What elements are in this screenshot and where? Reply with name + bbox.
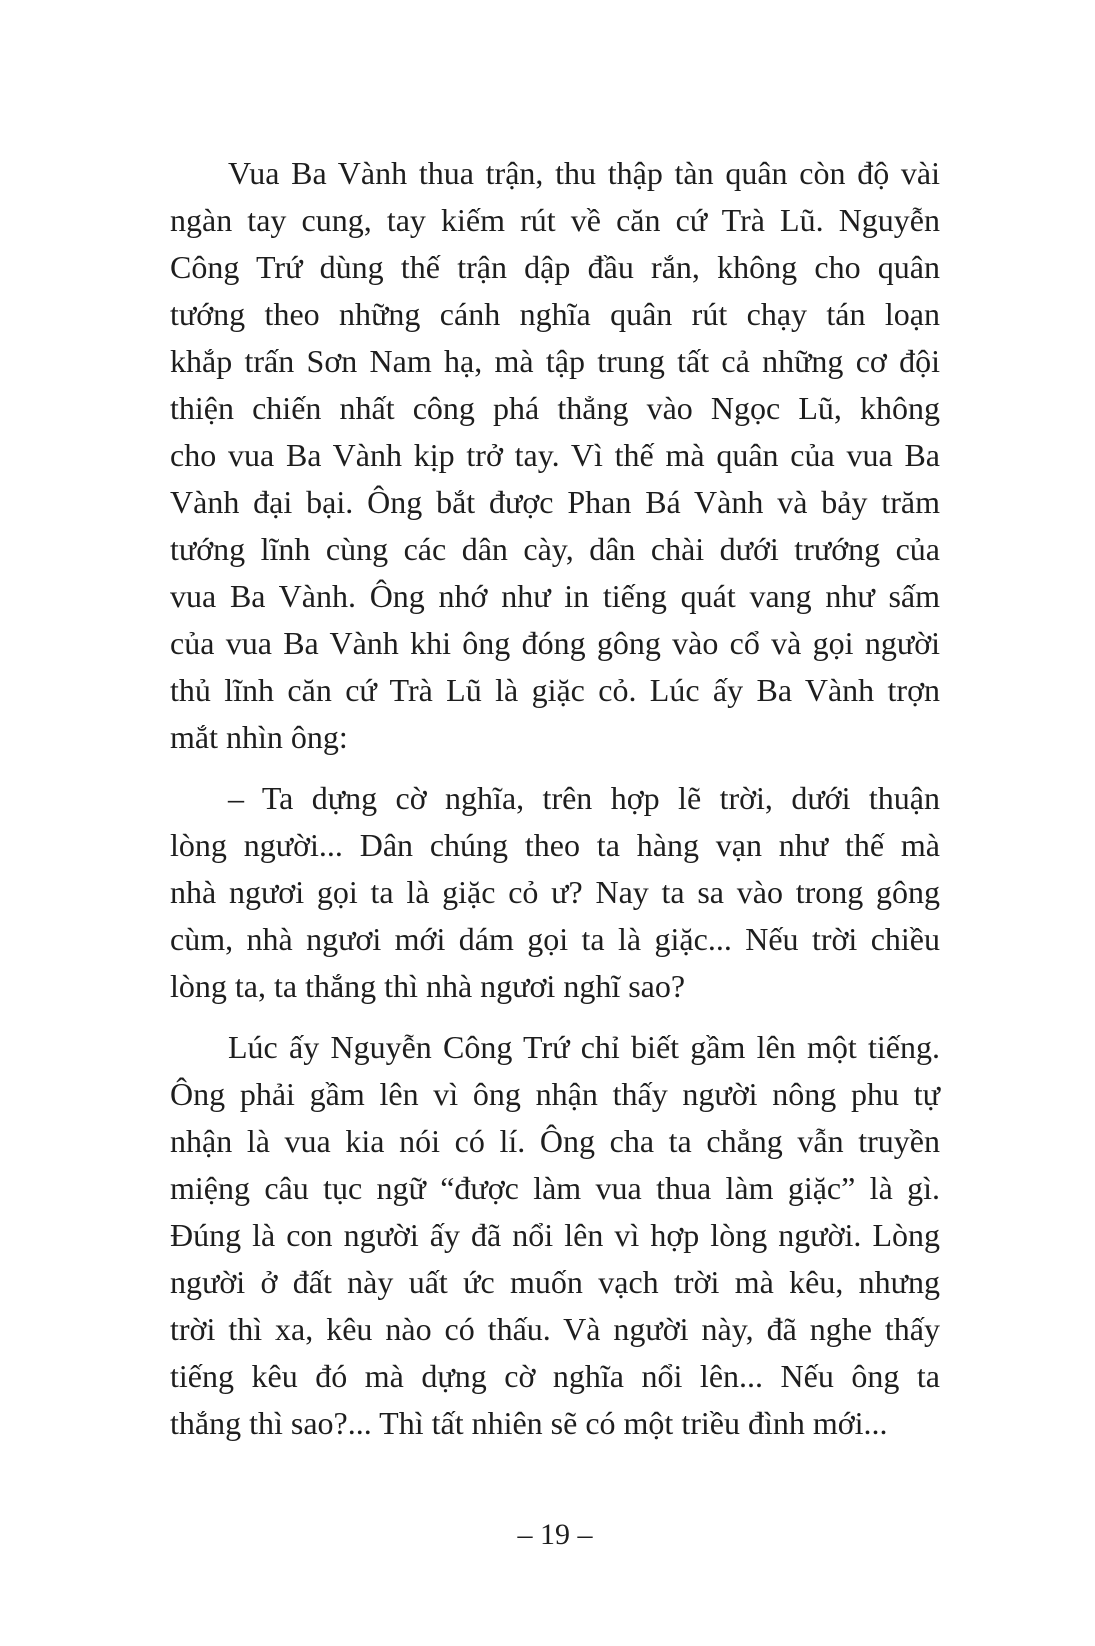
text-line: lòng ta, ta thắng thì nhà ngươi nghĩ sao? <box>170 968 686 1004</box>
page-number: – 19 – <box>517 1518 593 1551</box>
paragraph <box>170 775 940 1010</box>
text-line: nhận là vua kia nói có lí. Ông cha ta chẳng vẫn truyền <box>170 1123 940 1159</box>
text-line: Công Trứ dùng thế trận dập đầu rắn, không cho quân <box>170 249 940 285</box>
text-line: Vua Ba Vành thua trận, thu thập tàn quân còn độ vài <box>228 155 940 191</box>
text-line: cho vua Ba Vành kịp trở tay. Vì thế mà quân của vua Ba <box>170 437 940 473</box>
text-line: tiếng kêu đó mà dựng cờ nghĩa nổi lên... Nếu ông ta <box>170 1358 940 1394</box>
text-line: tướng theo những cánh nghĩa quân rút chạy tán loạn <box>170 296 940 332</box>
text-line: – Ta dựng cờ nghĩa, trên hợp lẽ trời, dưới thuận <box>228 780 940 816</box>
text-line: của vua Ba Vành khi ông đóng gông vào cổ và gọi người <box>170 625 940 661</box>
text-line: tướng lĩnh cùng các dân cày, dân chài dưới trướng của <box>170 531 940 567</box>
text-line: ngàn tay cung, tay kiếm rút về căn cứ Trà Lũ. Nguyễn <box>170 202 940 238</box>
text-line: cùm, nhà ngươi mới dám gọi ta là giặc... Nếu trời chiều <box>170 921 940 957</box>
text-line: lòng người... Dân chúng theo ta hàng vạn như thế mà <box>170 827 940 863</box>
paragraph <box>170 150 940 761</box>
text-block <box>170 150 940 1447</box>
text-line: Vành đại bại. Ông bắt được Phan Bá Vành và bảy trăm <box>170 484 940 520</box>
text-line: Lúc ấy Nguyễn Công Trứ chỉ biết gầm lên một tiếng. <box>228 1029 940 1065</box>
text-line: khắp trấn Sơn Nam hạ, mà tập trung tất cả những cơ đội <box>170 343 940 379</box>
text-line: thủ lĩnh căn cứ Trà Lũ là giặc cỏ. Lúc ấy Ba Vành trợn <box>170 672 940 708</box>
text-line: người ở đất này uất ức muốn vạch trời mà kêu, nhưng <box>170 1264 940 1300</box>
text-line: thiện chiến nhất công phá thẳng vào Ngọc Lũ, không <box>170 390 940 426</box>
text-line: Đúng là con người ấy đã nổi lên vì hợp lòng người. Lòng <box>170 1217 940 1253</box>
text-line: Ông phải gầm lên vì ông nhận thấy người nông phu tự <box>170 1076 940 1112</box>
text-line: miệng câu tục ngữ “được làm vua thua làm giặc” là gì. <box>170 1170 940 1206</box>
text-line: mắt nhìn ông: <box>170 719 348 755</box>
text-line: vua Ba Vành. Ông nhớ như in tiếng quát vang như sấm <box>170 578 940 614</box>
text-line: thắng thì sao?... Thì tất nhiên sẽ có một triều đình mới... <box>170 1405 888 1441</box>
text-line: nhà ngươi gọi ta là giặc cỏ ư? Nay ta sa vào trong gông <box>170 874 940 910</box>
text-line: trời thì xa, kêu nào có thấu. Và người này, đã nghe thấy <box>170 1311 940 1347</box>
paragraph <box>170 1024 940 1447</box>
